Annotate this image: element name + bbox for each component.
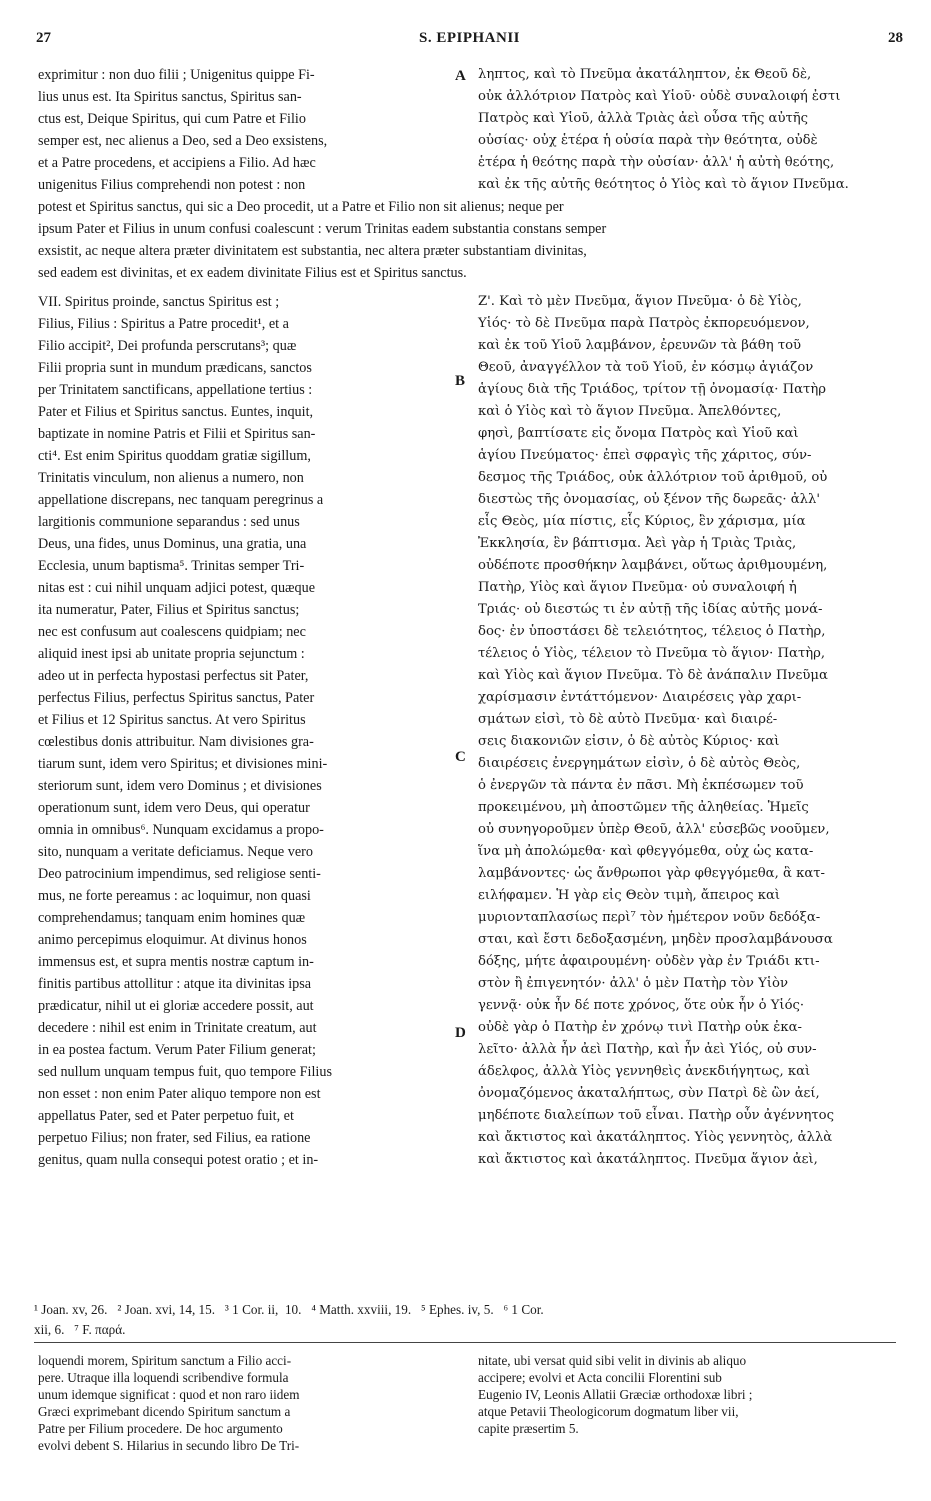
greek-line: καὶ ἄκτιστος καὶ ἀκατάληπτος. Πνεῦμα ἅγιον ἀεὶ, [478,1152,818,1167]
latin-line: lius unus est. Ita Spiritus sanctus, Spiritus san- [38,89,302,105]
note-line: Patre per Filium procedere. De hoc argumento [38,1421,283,1436]
latin-line: Ecclesia, unum baptisma⁵. Trinitas semper Tri- [38,558,305,574]
greek-line: σται, καὶ ἔστι δεδοξασμένη, μηδὲν προσλαμβάνουσα [478,932,833,947]
latin-line: immensus est, et supra mentis nostræ captum in- [38,954,314,970]
latin-line: decedere : nihil est enim in Trinitate creatum, aut [38,1020,317,1036]
greek-line: μηδέποτε διαλείπων τοῦ εἶναι. Πατὴρ οὖν ἀγέννητος [478,1108,834,1123]
margin-marker-d: D [455,1025,466,1041]
greek-line: καὶ ἐκ τῆς αὐτῆς θεότητος ὁ Υἱὸς καὶ τὸ ἅγιον Πνεῦμα. [478,177,849,192]
greek-line: Θεοῦ, ἀναγγέλλον τὰ τοῦ Υἱοῦ, ἐν κόσμῳ ἁγιάζον [478,360,814,375]
greek-line: Τριάς· οὐ διεστώς τι ἐν αὐτῇ τῆς ἰδίας αὐτῆς μονά- [478,602,823,617]
greek-line: προκειμένου, μὴ ἀποστῶμεν τῆς ἀληθείας. Ἡμεῖς [478,800,809,815]
greek-line: διεστὼς τῆς ὀνομασίας, οὐ ξένον τῆς δωρεᾶς· ἀλλ' [478,492,820,507]
footnote-divider [34,1342,896,1343]
latin-line: perfectus Filius, perfectus Spiritus sanctus, Pater [38,690,315,706]
latin-line: prædicatur, nihil ut ei gloriæ accedere possit, aut [38,998,314,1014]
latin-line: baptizate in nomine Patris et Filii et Spiritus san- [38,426,316,442]
latin-line: ctus est, Deique Spiritus, qui cum Patre et Filio [38,111,306,127]
latin-line: Filius, Filius : Spiritus a Patre procedit¹, et a [38,316,289,332]
latin-line: cœlestibus donis attribuitur. Nam divisiones gra- [38,734,314,750]
greek-line: λεῖτο· ἀλλὰ ἦν ἀεὶ Πατὴρ, καὶ ἦν ἀεὶ Υἱός, οὐ συν- [478,1042,817,1057]
greek-line: σεις διακονιῶν εἰσιν, ὁ δὲ αὐτὸς Κύριος· καὶ [478,734,780,749]
latin-line: steriorum sunt, idem vero Dominus ; et divisiones [38,778,322,794]
running-header [36,30,903,52]
page-number-left: 27 [36,30,51,46]
latin-line: adeo ut in perfecta hypostasi perfectus sit Pater, [38,668,309,684]
latin-line: Trinitatis vinculum, non alienus a numero, non [38,470,304,486]
note-line: pere. Utraque illa loquendi scribendive formula [38,1370,289,1385]
greek-line: Πατὴρ, Υἱὸς καὶ ἅγιον Πνεῦμα· οὐ συναλοιφή ἡ [478,580,797,595]
latin-line: ipsum Pater et Filius in unum confusi coalescunt : verum Trinitas eadem substantia constans semper [38,221,607,237]
note-line: Eugenio IV, Leonis Allatii Græciæ orthodoxæ libri ; [478,1387,753,1402]
latin-line: VII. Spiritus proinde, sanctus Spiritus est ; [38,294,280,310]
latin-line: exprimitur : non duo filii ; Unigenitus quippe Fi- [38,67,315,83]
latin-line: sito, nunquam a veritate deficiamus. Neque vero [38,844,313,860]
greek-line: ληπτος, καὶ τὸ Πνεῦμα ἀκατάληπτον, ἐκ Θεοῦ δὲ, [478,67,812,82]
note-line: evolvi debent S. Hilarius in secundo libro De Tri- [38,1438,300,1453]
greek-line: καὶ ἐκ τοῦ Υἱοῦ λαμβάνον, ἐρευνῶν τὰ βάθη τοῦ [478,338,802,353]
latin-line: Filii propria sunt in mundum prædicans, sanctos [38,360,312,376]
greek-line: οὐδὲ γὰρ ὁ Πατὴρ ἐν χρόνῳ τινὶ Πατὴρ οὐκ ἐκα- [478,1020,802,1035]
greek-line: λαμβάνοντες· ὡς ἄνθρωποι γὰρ φθεγγόμεθα, ἃ κατ- [478,866,825,881]
greek-line: δεσμος τῆς Τριάδος, οὐκ ἀλλότριον τοῦ ἀριθμοῦ, οὐ [478,470,828,485]
margin-marker-a: A [455,68,466,84]
latin-line: largitionis communione separandus : sed unus [38,514,300,530]
latin-line: animo percepimus eloquimur. At divinus honos [38,932,307,948]
latin-line: Deo patrocinium impendimus, sed religiose senti- [38,866,321,882]
note-line: unum idemque significat : quod et non raro iidem [38,1387,300,1402]
greek-line: καὶ ἄκτιστος καὶ ἀκατάληπτος. Υἱὸς γεννητὸς, ἀλλὰ [478,1130,833,1145]
greek-line: Ζ'. Καὶ τὸ μὲν Πνεῦμα, ἅγιον Πνεῦμα· ὁ δὲ Υἱὸς, [478,294,802,309]
greek-line: ἁγίου Πνεύματος· ἐπεὶ σφραγὶς τῆς χάριτος, σύν- [478,448,812,463]
latin-line: perpetuo Filius; non frater, sed Filius, ea ratione [38,1130,311,1146]
note-line: capite præsertim 5. [478,1421,579,1436]
greek-line: σμάτων εἰσὶ, τὸ δὲ αὐτὸ Πνεῦμα· καὶ διαιρέ- [478,712,778,727]
footnote-line-2: xii, 6. ⁷ F. παρά. [34,1322,126,1337]
note-line: loquendi morem, Spiritum sanctum a Filio acci- [38,1353,292,1368]
latin-line: genitus, quam nulla consequi potest oratio ; et in- [38,1152,319,1168]
greek-line: γεννᾷ· οὐκ ἦν δέ ποτε χρόνος, ὅτε οὐκ ἦν ὁ Υἱός· [478,998,805,1013]
latin-line: nitas est : cui nihil unquam adjici potest, quæque [38,580,316,596]
greek-line: ἵνα μὴ ἀπολώμεθα· καὶ φθεγγόμεθα, οὐχ ὡς κατα- [478,844,814,859]
latin-line: sed nullum unquam tempus fuit, quo tempore Filius [38,1064,332,1080]
latin-line: cti⁴. Est enim Spiritus quoddam gratiæ sigillum, [38,448,311,464]
greek-line: διαιρέσεις ἐνεργημάτων εἰσὶν, ὁ δὲ αὐτὸς Θεὸς, [478,756,801,771]
latin-line: mus, ne forte pereamus : ac loquimur, non quasi [38,888,311,904]
greek-line: Υἱός· τὸ δὲ Πνεῦμα παρὰ Πατρὸς ἐκπορευόμενον, [478,316,810,331]
latin-line: per Trinitatem sanctificans, appellatione tertius : [38,382,313,398]
greek-line: μυριονταπλασίως περὶ⁷ τὸν ἡμέτερον νοῦν δεδόξα- [478,910,821,925]
greek-line: δόξης, μήτε ἀφαιρουμένη· οὐδὲν γὰρ ἐν Τριάδι κτι- [478,954,820,969]
latin-line: comprehendamus; tanquam enim homines quæ [38,910,306,926]
margin-marker-c: C [455,749,466,765]
greek-line: Ἐκκλησία, ἓν βάπτισμα. Ἀεὶ γὰρ ἡ Τριὰς Τριὰς, [478,536,797,551]
greek-line: εἷς Θεὸς, μία πίστις, εἷς Κύριος, ἓν χάρισμα, μία [478,514,806,529]
latin-line: unigenitus Filius comprehendi non potest : non [38,177,306,193]
latin-line: operationum sunt, idem vero Deus, qui operatur [38,800,310,816]
latin-line: potest et Spiritus sanctus, qui sic a Deo procedit, ut a Patre et Filio non sit alienus; neque per [38,199,564,215]
latin-line: appellatione discrepans, nec tanquam peregrinus a [38,492,324,508]
latin-line: omnia in omnibus⁶. Nunquam excidamus a propo- [38,822,324,838]
latin-line: Deus, una fides, unus Dominus, una gratia, una [38,536,307,552]
latin-line: sed eadem est divinitas, et ex eadem divinitate Filius est et Spiritus sanctus. [38,265,467,281]
greek-line: οὐσίας· οὐχ ἑτέρα ἡ οὐσία παρὰ τὴν θεότητα, οὐδὲ [478,133,818,148]
greek-line: στὸν ἢ ἐπιγενητόν· ἀλλ' ὁ μὲν Πατὴρ τὸν Υἱὸν [478,976,788,991]
footnote-line-1: ¹ Joan. xv, 26. ² Joan. xvi, 14, 15. ³ 1 Cor. ii, 10. ⁴ Matth. xxviii, 19. ⁵ Ephes. iv, 5. ⁶ 1 Cor. [34,1302,544,1317]
greek-line: ειλήφαμεν. Ἡ γὰρ εἰς Θεὸν τιμὴ, ἄπειρος καὶ [478,888,781,903]
greek-line: ἁγίους διὰ τῆς Τριάδος, τρίτον τῇ ὀνομασίᾳ· Πατὴρ [478,382,826,397]
running-head-title: S. EPIPHANII [418,30,521,46]
page-number-right: 28 [888,30,903,46]
latin-line: ita numeratur, Pater, Filius et Spiritus sanctus; [38,602,300,618]
greek-line: οὐκ ἀλλότριον Πατρὸς καὶ Υἱοῦ· οὐδὲ συναλοιφή ἐστι [478,89,841,104]
latin-line: et Filius et 12 Spiritus sanctus. At vero Spiritus [38,712,306,728]
latin-line: tiarum sunt, idem vero Spiritus; et divisiones mini- [38,756,328,772]
latin-line: et a Patre procedens, et accipiens a Filio. Ad hæc [38,155,316,171]
latin-line: finitis partibus attollitur : atque ita divinitas ipsa [38,976,312,992]
greek-line: ὀνομαζόμενος ἀκαταλήπτως, σὺν Πατρὶ δὲ ὢν ἀεί, [478,1086,820,1101]
latin-line: Filio accipit², Dei profunda perscrutans³; quæ [38,338,297,354]
latin-line: aliquid inest ipsi ab unitate propria sejunctum : [38,646,305,662]
greek-line: καὶ Υἱὸς καὶ ἅγιον Πνεῦμα. Τὸ δὲ ἀνάπαλιν Πνεῦμα [478,668,828,683]
greek-line: οὐ συνηγοροῦμεν ὑπὲρ Θεοῦ, ἀλλ' εὐσεβῶς νοοῦμεν, [478,822,830,837]
greek-line: ὁ ἐνεργῶν τὰ πάντα ἐν πᾶσι. Μὴ ἐκπέσωμεν τοῦ [478,778,804,793]
greek-line: χαρίσμασιν ἐντάττόμενον· Διαιρέσεις γὰρ χαρι- [478,690,802,705]
greek-line: τέλειος ὁ Υἱὸς, τέλειον τὸ Πνεῦμα τὸ ἅγιον· Πατὴρ, [478,646,826,661]
note-line: Græci exprimebant dicendo Spiritum sanctum a [38,1404,291,1419]
greek-line: ἑτέρα ἡ θεότης παρὰ τὴν οὐσίαν· ἀλλ' ἡ αὐτὴ θεότης, [478,155,835,170]
latin-line: in ea postea factum. Verum Pater Filium generat; [38,1042,316,1058]
greek-line: οὐδέποτε προσθήκην λαμβάνει, οὕτως ἀριθμουμένη, [478,558,828,573]
latin-line: appellatus Pater, sed et Pater perpetuo fuit, et [38,1108,294,1124]
latin-line: exsistit, ac neque altera præter divinitatem est substantia, nec altera præter substantiam divinitas, [38,243,587,259]
note-line: accipere; evolvi et Acta concilii Florentini sub [478,1370,722,1385]
latin-line: nec est confusum aut coalescens quidpiam; nec [38,624,306,640]
greek-line: φησὶ, βαπτίσατε εἰς ὄνομα Πατρὸς καὶ Υἱοῦ καὶ [478,426,799,441]
note-line: atque Petavii Theologicorum dogmatum liber vii, [478,1404,739,1419]
latin-line: semper est, nec alienus a Deo, sed a Deo exsistens, [38,133,328,149]
latin-line: non esset : non enim Pater aliquo tempore non est [38,1086,321,1102]
latin-line: Pater et Filius et Spiritus sanctus. Euntes, inquit, [38,404,314,420]
greek-line: δος· ἐν ὑποστάσει δὲ τελειότητος, τέλειος ὁ Πατὴρ, [478,624,826,639]
margin-marker-b: B [455,373,466,389]
greek-line: Πατρὸς καὶ Υἱοῦ, ἀλλὰ Τριὰς ἀεὶ οὖσα τῆς αὐτῆς [478,111,809,126]
greek-line: άδελφος, ἀλλὰ Υἱὸς γεννηθεὶς ἀνεκδιήγητως, καὶ [478,1064,811,1079]
note-line: nitate, ubi versat quid sibi velit in divinis ab aliquo [478,1353,747,1368]
greek-line: καὶ ὁ Υἱὸς καὶ τὸ ἅγιον Πνεῦμα. Ἀπελθόντες, [478,404,782,419]
